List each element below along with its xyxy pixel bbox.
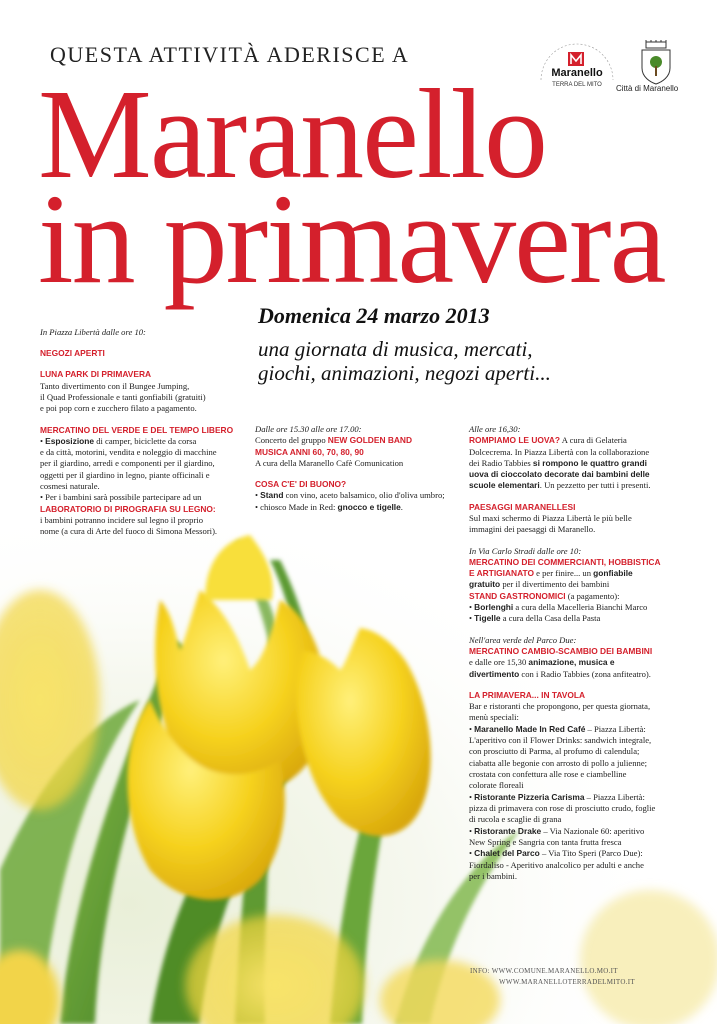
paesaggi-title: PAESAGGI MARANELLESI (469, 501, 576, 512)
luna-park-title: LUNA PARK DI PRIMAVERA (40, 369, 152, 380)
consortium-logo-icon (533, 36, 621, 100)
mercatino-verde-line: e da città, motorini, vendita e noleggio di macchine (40, 447, 217, 457)
commercianti-line: E ARTIGIANATO e per finire... un gonfiabile (469, 568, 633, 579)
restaurant-line: L'aperitivo con il Flower Drinks: sandwich integrale, (469, 735, 652, 745)
cambio-title: MERCATINO CAMBIO-SCAMBIO DEI BAMBINI (469, 646, 653, 657)
uova-line: uova di cioccolato decorate dai bambini delle (469, 469, 650, 480)
mercatino-verde-line: cosmesi naturale. (40, 481, 100, 492)
tavola-line: menù speciali: (469, 712, 519, 723)
chiosco-line: • chiosco Made in Red: gnocco e tigelle. (255, 501, 403, 512)
uova-line: Dolcecrema. In Piazza Libertà con la collaborazione (469, 446, 650, 457)
col3-intro: Alle ore 16,30: (469, 424, 521, 434)
concert-credit: A cura della Maranello Cafè Comunication (255, 457, 404, 468)
restaurant-line: pizza di primavera con rose di prosciutto crudo, foglie (469, 803, 656, 814)
mercatino-verde-line: per il giardino, arredi e componenti per il giardino, (40, 458, 215, 469)
luna-park-line: e poi pop corn e zucchero filato a pagamento. (40, 403, 197, 414)
concert-band-line: MUSICA ANNI 60, 70, 80, 90 (255, 446, 364, 457)
event-date: Domenica 24 marzo 2013 (258, 303, 490, 328)
city-name: Città di Maranello (616, 84, 679, 93)
program-column-1 (40, 327, 255, 538)
program-column-3 (469, 424, 684, 882)
mercatino-verde-line: oggetti per il giardino in legno, piante officinali e (40, 469, 210, 480)
mercatino-verde-title: MERCATINO DEL VERDE E DEL TEMPO LIBERO (40, 424, 234, 435)
header-kicker: QUESTA ATTIVITÀ ADERISCE A (50, 42, 410, 67)
col1-intro: In Piazza Libertà dalle ore 10: (40, 327, 146, 337)
uova-line: dei Radio Tabbies si rompono le quattro grandi (469, 458, 647, 469)
col2-intro: Dalle ore 15.30 alle ore 17.00: (255, 424, 362, 434)
stand-gastro-line: STAND GASTRONOMICI (a pagamento): (469, 590, 620, 601)
paesaggi-line: immagini dei paesaggi di Maranello. (469, 524, 596, 535)
info-url-comune[interactable]: WWW.COMUNE.MARANELLO.MO.IT (491, 967, 618, 975)
info-label: INFO: (470, 967, 490, 975)
cambio-line: divertimento con i Radio Tabbies (zona anfiteatro). (469, 668, 651, 679)
cambio-line: e dalle ore 15,30 animazione, musica e (469, 657, 615, 668)
restaurant-line: per i bambini. (469, 871, 517, 882)
subtitle-line1: una giornata di musica, mercati, (258, 337, 533, 361)
page-title-line2: in primavera (38, 168, 665, 310)
stand-line: • Stand con vino, aceto balsamico, olio d'oliva umbro; (255, 490, 445, 501)
buono-title: COSA C'E' DI BUONO? (255, 479, 347, 490)
program-column-2 (255, 424, 460, 513)
borlenghi-line: • Borlenghi a cura della Macelleria Bianchi Marco (469, 602, 648, 613)
restaurant-line: di rucola e scaglie di grana (469, 814, 562, 825)
footer-info (470, 966, 635, 988)
uova-line: ROMPIAMO LE UOVA? A cura di Gelateria (469, 435, 627, 446)
commercianti-line: gratuito per il divertimento dei bambini (469, 579, 610, 590)
restaurant-line: ciabatta alle begonie con arrosto di pollo a julienne; (469, 757, 648, 768)
mercatino-verde-line: • Per i bambini sarà possibile partecipare ad un (40, 492, 202, 503)
negozi-title: NEGOZI APERTI (40, 348, 105, 359)
restaurant-line: • Chalet del Parco – Via Tito Speri (Parco Due): (469, 848, 643, 859)
paesaggi-line: Sul maxi schermo di Piazza Libertà le più belle (469, 512, 632, 523)
tigelle-line: • Tigelle a cura della Casa della Pasta (469, 613, 601, 624)
luna-park-line: Tanto divertimento con il Bungee Jumping, (40, 380, 190, 391)
info-url-consorzio[interactable]: WWW.MARANELLOTERRADELMITO.IT (499, 978, 635, 987)
restaurant-line: New Spring e Sangria con tanta frutta fresca (469, 837, 622, 848)
consortium-tagline: TERRA DEL MITO (552, 82, 602, 88)
commercianti-title: MERCATINO DEI COMMERCIANTI, HOBBISTICA (469, 556, 661, 567)
consortium-brand: Maranello (551, 67, 603, 79)
page-title-line1: Maranello (38, 63, 546, 205)
stradi-intro: In Via Carlo Stradi dalle ore 10: (469, 545, 582, 556)
laboratorio-title: LABORATORIO DI PIROGRAFIA SU LEGNO: (40, 503, 216, 514)
restaurant-line: • Maranello Made In Red Café – Piazza Libertà: (469, 723, 646, 734)
restaurant-line: colorate floreali (469, 780, 524, 791)
restaurant-line: • Ristorante Pizzeria Carisma – Piazza Libertà: (469, 791, 645, 802)
restaurant-line: con prosciutto di Parma, al profumo di calendula; (469, 746, 640, 757)
uova-line: scuole elementari. Un pezzetto per tutti i presenti. (469, 480, 651, 491)
restaurant-line: Fiordaliso - Aperitivo analcolico per adulti e anche (469, 859, 644, 870)
laboratorio-line: nome (a cura di Arte del fuoco di Simona Messori). (40, 526, 218, 537)
luna-park-line: il Quad Professionale e tanti gonfiabili (gratuiti) (40, 391, 206, 402)
tavola-line: Bar e ristoranti che propongono, per questa giornata, (469, 700, 651, 711)
tavola-title: LA PRIMAVERA... IN TAVOLA (469, 689, 586, 700)
restaurant-line: crostata con confettura alle rose e ciambelline (469, 769, 627, 780)
concert-line: Concerto del gruppo NEW GOLDEN BAND (255, 435, 413, 446)
restaurant-line: • Ristorante Drake – Via Nazionale 60: aperitivo (469, 825, 645, 836)
subtitle-line2: giochi, animazioni, negozi aperti... (258, 361, 551, 386)
parco-intro: Nell'area verde del Parco Due: (469, 634, 577, 645)
laboratorio-line: i bambini potranno incidere sul legno il proprio (40, 514, 204, 525)
mercatino-verde-line: • Esposizione di camper, biciclette da corsa (40, 435, 197, 446)
event-subtitle (258, 337, 688, 385)
